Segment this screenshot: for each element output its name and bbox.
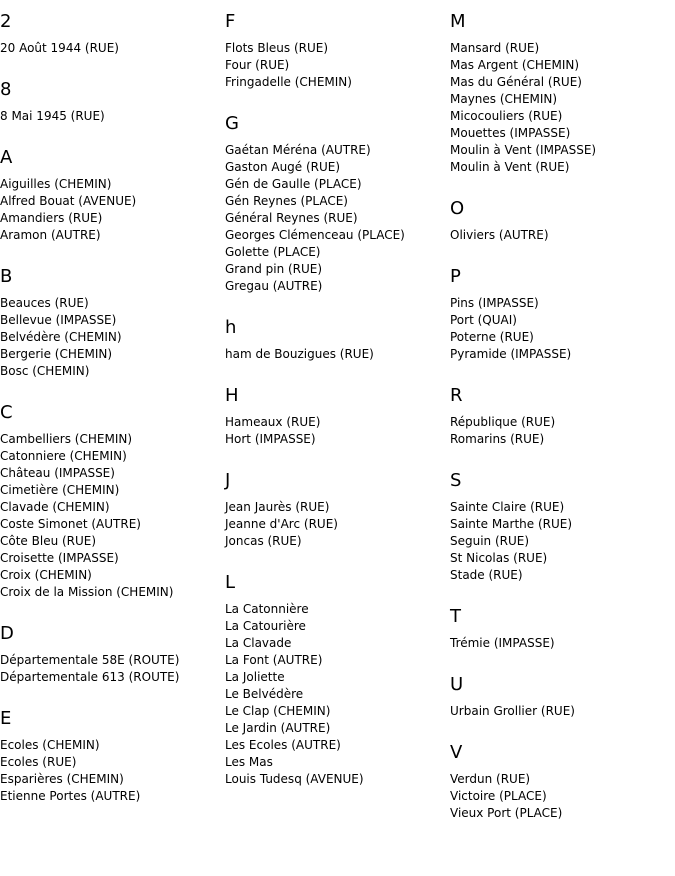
street-name: Gén de Gaulle (PLACE) — [225, 177, 362, 191]
street-name: Aramon (AUTRE) — [0, 228, 101, 242]
section-letter-heading: H — [225, 385, 239, 406]
letter-section — [450, 384, 675, 448]
street-name: Micocouliers (RUE) — [450, 109, 563, 123]
section-letter-heading: J — [225, 470, 231, 491]
street-list — [225, 142, 450, 295]
street-name: Cimetière (CHEMIN) — [0, 483, 120, 497]
street-name: Croix (CHEMIN) — [0, 568, 92, 582]
street-name: Maynes (CHEMIN) — [450, 92, 558, 106]
street-list — [450, 40, 675, 176]
street-name: Général Reynes (RUE) — [225, 211, 358, 225]
street-name: Georges Clémenceau (PLACE) — [225, 228, 405, 242]
street-list — [0, 295, 225, 380]
letter-section — [225, 10, 450, 91]
section-letter-heading: F — [225, 11, 236, 32]
section-letter-heading: E — [0, 708, 12, 729]
street-name: Urbain Grollier (RUE) — [450, 704, 575, 718]
street-name: Beauces (RUE) — [0, 296, 89, 310]
street-name: Mansard (RUE) — [450, 41, 540, 55]
section-letter-heading: h — [225, 317, 237, 338]
street-name: Pyramide (IMPASSE) — [450, 347, 572, 361]
section-letter-heading: D — [0, 623, 14, 644]
street-name: Croix de la Mission (CHEMIN) — [0, 585, 174, 599]
street-name: Jeanne d'Arc (RUE) — [225, 517, 338, 531]
street-name: La Catourière — [225, 619, 306, 633]
letter-section — [450, 265, 675, 363]
street-name: Les Ecoles (AUTRE) — [225, 738, 341, 752]
street-name: Sainte Marthe (RUE) — [450, 517, 573, 531]
street-name: ham de Bouzigues (RUE) — [225, 347, 374, 361]
street-list — [450, 635, 675, 652]
section-letter-heading: 8 — [0, 79, 12, 100]
street-name: Hort (IMPASSE) — [225, 432, 316, 446]
street-name: Verdun (RUE) — [450, 772, 531, 786]
section-letter-heading: 2 — [0, 11, 12, 32]
street-name: Le Jardin (AUTRE) — [225, 721, 331, 735]
street-name: République (RUE) — [450, 415, 556, 429]
street-name: Four (RUE) — [225, 58, 290, 72]
street-index-column-3 — [450, 10, 675, 843]
letter-section — [0, 707, 225, 805]
letter-section — [450, 605, 675, 652]
street-name: La Joliette — [225, 670, 285, 684]
section-letter-heading: R — [450, 385, 463, 406]
street-name: Etienne Portes (AUTRE) — [0, 789, 141, 803]
section-letter-heading: G — [225, 113, 239, 134]
street-name: Flots Bleus (RUE) — [225, 41, 329, 55]
street-name: Coste Simonet (AUTRE) — [0, 517, 141, 531]
section-letter-heading: M — [450, 11, 466, 32]
street-name: Bosc (CHEMIN) — [0, 364, 90, 378]
street-name: Gén Reynes (PLACE) — [225, 194, 348, 208]
street-name: Moulin à Vent (RUE) — [450, 160, 570, 174]
section-letter-heading: U — [450, 674, 464, 695]
street-name: Clavade (CHEMIN) — [0, 500, 110, 514]
street-name: Fringadelle (CHEMIN) — [225, 75, 352, 89]
street-name: Amandiers (RUE) — [0, 211, 103, 225]
street-name: Les Mas — [225, 755, 273, 769]
section-letter-heading: T — [450, 606, 461, 627]
letter-section — [450, 10, 675, 176]
street-list — [450, 771, 675, 822]
street-name: Château (IMPASSE) — [0, 466, 115, 480]
letter-section — [0, 146, 225, 244]
street-list — [450, 703, 675, 720]
street-name: Gaétan Méréna (AUTRE) — [225, 143, 371, 157]
street-name: Catonniere (CHEMIN) — [0, 449, 127, 463]
street-name: Grand pin (RUE) — [225, 262, 323, 276]
section-letter-heading: V — [450, 742, 463, 763]
street-name: Le Belvédère — [225, 687, 304, 701]
street-list — [0, 176, 225, 244]
street-name: Côte Bleu (RUE) — [0, 534, 97, 548]
street-list — [450, 295, 675, 363]
street-list — [0, 40, 225, 57]
street-name: Cambelliers (CHEMIN) — [0, 432, 133, 446]
letter-section — [450, 469, 675, 584]
street-name: Trémie (IMPASSE) — [450, 636, 555, 650]
street-list — [0, 431, 225, 601]
street-name: Mas du Général (RUE) — [450, 75, 582, 89]
street-name: Romarins (RUE) — [450, 432, 545, 446]
section-letter-heading: L — [225, 572, 236, 593]
street-index-column-2 — [225, 10, 450, 809]
street-name: Le Clap (CHEMIN) — [225, 704, 331, 718]
section-letter-heading: C — [0, 402, 13, 423]
street-name: Ecoles (CHEMIN) — [0, 738, 100, 752]
street-name: Sainte Claire (RUE) — [450, 500, 565, 514]
letter-section — [225, 571, 450, 788]
street-name: Hameaux (RUE) — [225, 415, 321, 429]
street-list — [0, 652, 225, 686]
street-list — [0, 737, 225, 805]
street-name: Stade (RUE) — [450, 568, 523, 582]
street-name: Louis Tudesq (AVENUE) — [225, 772, 364, 786]
street-name: Croisette (IMPASSE) — [0, 551, 119, 565]
street-list — [225, 40, 450, 91]
street-list — [450, 499, 675, 584]
street-name: Bellevue (IMPASSE) — [0, 313, 117, 327]
street-name: La Catonnière — [225, 602, 309, 616]
letter-section — [450, 741, 675, 822]
street-list — [225, 499, 450, 550]
section-letter-heading: A — [0, 147, 13, 168]
letter-section — [225, 384, 450, 448]
street-name: Belvédère (CHEMIN) — [0, 330, 122, 344]
street-name: Victoire (PLACE) — [450, 789, 547, 803]
letter-section — [0, 10, 225, 57]
section-letter-heading: P — [450, 266, 461, 287]
letter-section — [225, 469, 450, 550]
street-name: Vieux Port (PLACE) — [450, 806, 563, 820]
letter-section — [450, 197, 675, 244]
street-name: Gregau (AUTRE) — [225, 279, 323, 293]
letter-section — [0, 622, 225, 686]
street-list — [225, 414, 450, 448]
street-name: Jean Jaurès (RUE) — [225, 500, 330, 514]
street-name: Moulin à Vent (IMPASSE) — [450, 143, 597, 157]
street-name: Seguin (RUE) — [450, 534, 530, 548]
street-name: Mouettes (IMPASSE) — [450, 126, 571, 140]
street-name: Gaston Augé (RUE) — [225, 160, 341, 174]
letter-section — [0, 265, 225, 380]
street-name: Oliviers (AUTRE) — [450, 228, 549, 242]
street-name: Départementale 613 (ROUTE) — [0, 670, 180, 684]
street-name: Ecoles (RUE) — [0, 755, 77, 769]
street-name: Joncas (RUE) — [225, 534, 302, 548]
street-list — [225, 601, 450, 788]
street-name: Golette (PLACE) — [225, 245, 321, 259]
letter-section — [225, 316, 450, 363]
street-name: Mas Argent (CHEMIN) — [450, 58, 580, 72]
street-list — [450, 227, 675, 244]
street-name: La Clavade — [225, 636, 292, 650]
street-index-column-1 — [0, 10, 225, 826]
street-name: Pins (IMPASSE) — [450, 296, 539, 310]
letter-section — [450, 673, 675, 720]
letter-section — [0, 401, 225, 601]
street-name: Esparières (CHEMIN) — [0, 772, 124, 786]
street-name: St Nicolas (RUE) — [450, 551, 548, 565]
section-letter-heading: S — [450, 470, 462, 491]
street-name: Aiguilles (CHEMIN) — [0, 177, 112, 191]
letter-section — [0, 78, 225, 125]
street-list — [0, 108, 225, 125]
street-name: Départementale 58E (ROUTE) — [0, 653, 180, 667]
street-name: Port (QUAI) — [450, 313, 517, 327]
section-letter-heading: O — [450, 198, 465, 219]
street-name: Alfred Bouat (AVENUE) — [0, 194, 137, 208]
street-name: Poterne (RUE) — [450, 330, 534, 344]
street-name: Bergerie (CHEMIN) — [0, 347, 113, 361]
street-list — [225, 346, 450, 363]
street-name: La Font (AUTRE) — [225, 653, 323, 667]
street-name: 20 Août 1944 (RUE) — [0, 41, 119, 55]
section-letter-heading: B — [0, 266, 13, 287]
street-name: 8 Mai 1945 (RUE) — [0, 109, 105, 123]
street-list — [450, 414, 675, 448]
letter-section — [225, 112, 450, 295]
